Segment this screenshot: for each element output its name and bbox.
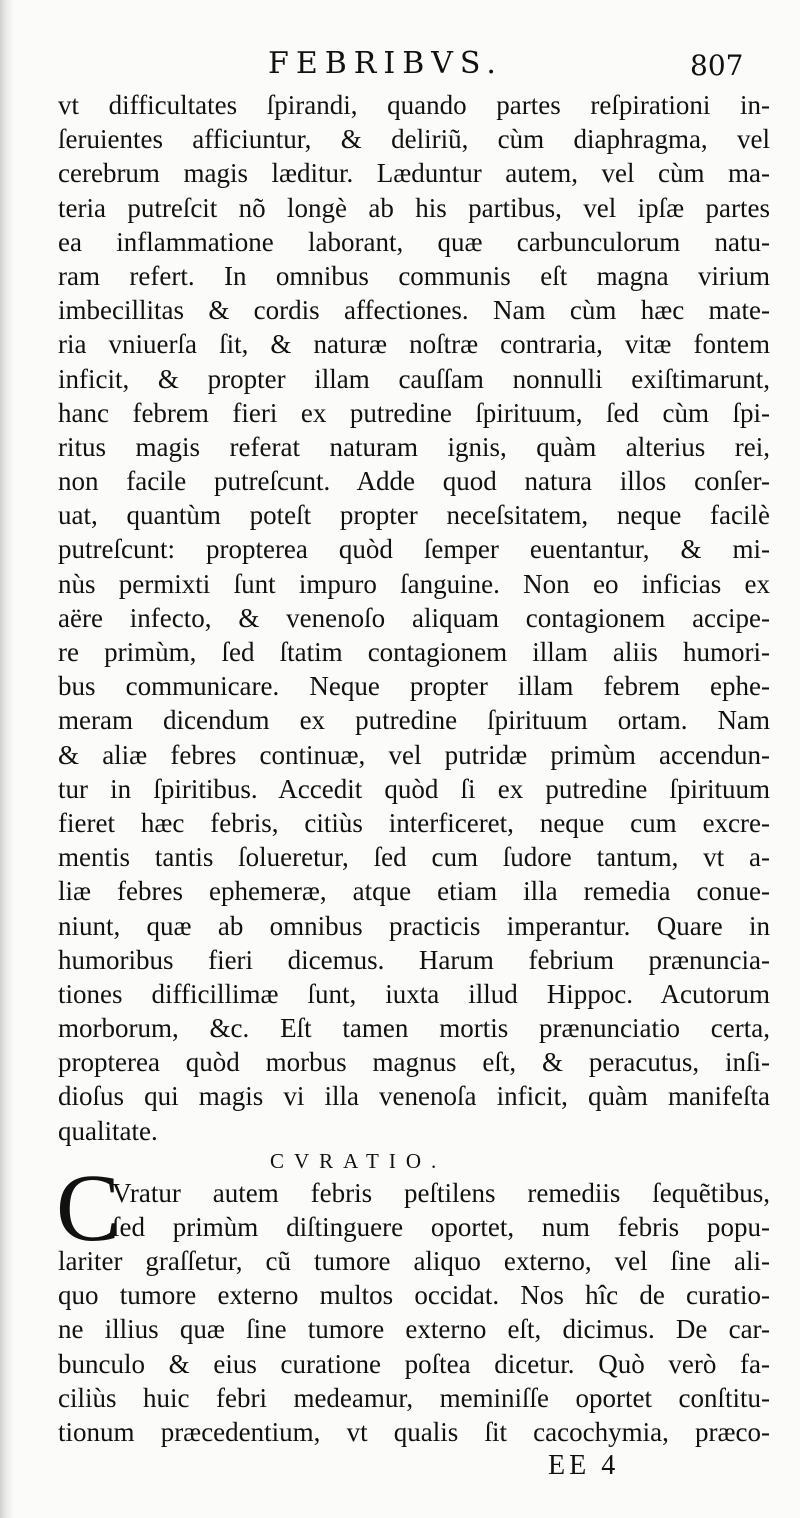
text-line: Vratur autem febris peſtilens remediis ſequẽtibus, bbox=[112, 1178, 770, 1208]
text-line: ram refert. In omnibus communis eſt magna virium bbox=[58, 260, 770, 291]
text-line: imbecillitas & cordis affectiones. Nam cùm hæc mate- bbox=[58, 295, 770, 326]
text-line: cerebrum magis læditur. Læduntur autem, vel cùm ma- bbox=[58, 158, 770, 189]
text-line: vt difficultates ſpirandi, quando partes reſpirationi in- bbox=[58, 90, 770, 120]
text-line: ritus magis referat naturam ignis, quàm alterius rei, bbox=[58, 431, 770, 462]
text-line: morborum, &c. Eſt tamen mortis prænunciatio certa, bbox=[58, 1013, 770, 1044]
paragraph-2-continuation bbox=[58, 1244, 770, 1449]
text-line: niunt, quæ ab omnibus practicis imperantur. Quare in bbox=[58, 910, 770, 941]
text-line: liæ febres ephemeræ, atque etiam illa remedia conue- bbox=[58, 876, 770, 907]
running-head: FEBRIBVS. bbox=[268, 46, 503, 81]
text-line: tionum præcedentium, vt qualis ſit cacochymia, præco- bbox=[58, 1416, 770, 1447]
text-line: ſeruientes afficiuntur, & deliriũ, cùm diaphragma, vel bbox=[58, 124, 770, 155]
text-line: qualitate. bbox=[58, 1115, 158, 1146]
section-heading-curatio: CVRATIO. bbox=[270, 1149, 447, 1173]
text-line: bus communicare. Neque propter illam febrem ephe- bbox=[58, 671, 770, 702]
page-number: 807 bbox=[690, 49, 744, 82]
text-line: ria vniuerſa ſit, & naturæ noſtræ contraria, vitæ fontem bbox=[58, 329, 770, 360]
text-line: tur in ſpiritibus. Accedit quòd ſi ex putredine ſpirituum bbox=[58, 773, 770, 804]
paragraph-2-opening bbox=[112, 1176, 770, 1244]
text-line: bunculo & eius curatione poſtea dicetur. Quò verò fa- bbox=[58, 1348, 770, 1379]
text-line: quo tumore externo multos occidat. Nos hîc de curatio- bbox=[58, 1280, 770, 1311]
text-line: ne illius quæ ſine tumore externo eſt, dicimus. De car- bbox=[58, 1314, 770, 1345]
text-line: dioſus qui magis vi illa venenoſa inficit, quàm manifeſta bbox=[58, 1081, 770, 1112]
text-line: tiones difficillimæ ſunt, iuxta illud Hippoc. Acutorum bbox=[58, 978, 770, 1009]
text-line: propterea quòd morbus magnus eſt, & peracutus, inſi- bbox=[58, 1047, 770, 1078]
text-line: re primùm, ſed ſtatim contagionem illam aliis humori- bbox=[58, 637, 770, 667]
text-line: ciliùs huic febri medeamur, meminiſſe oportet conſtitu- bbox=[58, 1382, 770, 1413]
page-gutter-shadow bbox=[0, 0, 14, 1518]
text-line: ſed primùm diſtinguere oportet, num febris popu- bbox=[112, 1212, 770, 1243]
text-line: hanc febrem fieri ex putredine ſpirituum, ſed cùm ſpi- bbox=[58, 397, 770, 428]
text-line: uat, quantùm poteſt propter neceſsitatem, neque facilè bbox=[58, 500, 770, 531]
drop-cap-initial: C bbox=[56, 1154, 121, 1261]
text-line: teria putreſcit nõ longè ab his partibus, vel ipſæ partes bbox=[58, 192, 770, 223]
text-line: lariter graſſetur, cũ tumore aliquo externo, vel ſine ali- bbox=[58, 1246, 770, 1276]
text-line: aëre infecto, & venenoſo aliquam contagionem accipe- bbox=[58, 602, 770, 633]
text-line: humoribus fieri dicemus. Harum febrium prænuncia- bbox=[58, 944, 770, 975]
text-line: nùs permixti ſunt impuro ſanguine. Non eo inficias ex bbox=[58, 568, 770, 599]
text-line: inficit, & propter illam cauſſam nonnulli exiſtimarunt, bbox=[58, 363, 770, 394]
text-line: putreſcunt: propterea quòd ſemper euentantur, & mi- bbox=[58, 534, 770, 565]
text-line: fieret hæc febris, citiùs interficeret, neque cum excre- bbox=[58, 807, 770, 838]
text-line: & aliæ febres continuæ, vel putridæ primùm accendun- bbox=[58, 739, 770, 770]
text-line: mentis tantis ſolueretur, ſed cum ſudore tantum, vt a- bbox=[58, 842, 770, 873]
text-line: ea inflammatione laborant, quæ carbunculorum natu- bbox=[58, 226, 770, 257]
text-line: non facile putreſcunt. Adde quod natura illos conſer- bbox=[58, 466, 770, 497]
text-line: meram dicendum ex putredine ſpirituum ortam. Nam bbox=[58, 705, 770, 736]
paragraph-1 bbox=[58, 88, 770, 1148]
signature-mark: EE 4 bbox=[548, 1450, 620, 1481]
